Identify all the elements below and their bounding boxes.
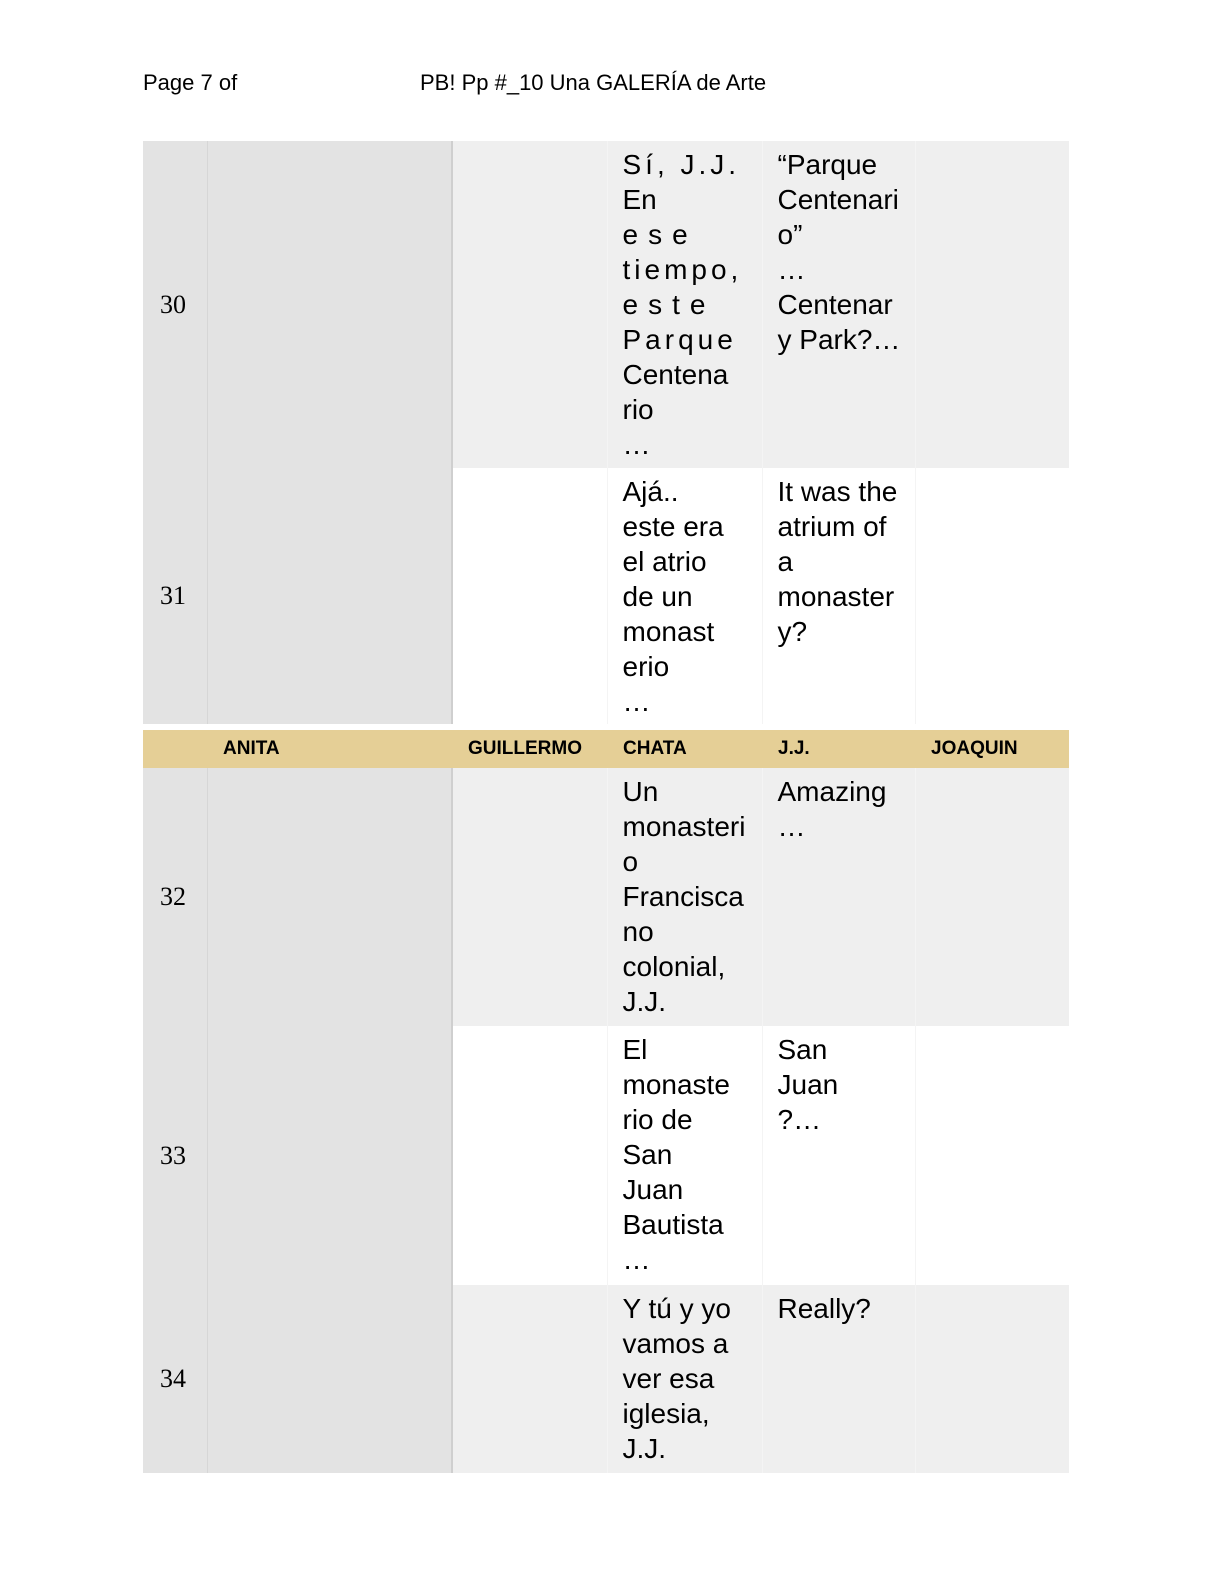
document-title: PB! Pp #_10 Una GALERÍA de Arte	[420, 70, 767, 95]
table-row	[143, 768, 1069, 1026]
role-header-jj: J.J.	[762, 727, 915, 768]
joaquin-cell	[915, 468, 1069, 727]
chata-cell	[607, 768, 762, 1026]
chata-line: monasteri	[622, 811, 746, 842]
chata-line: El	[622, 1034, 648, 1065]
page-number: Page 7 of	[143, 70, 238, 95]
chata-line: ver esa	[622, 1363, 715, 1394]
page-header	[143, 70, 1069, 102]
joaquin-cell	[915, 1026, 1069, 1285]
table-row	[143, 468, 1069, 727]
chata-line: …	[622, 686, 651, 717]
jj-line: Really?	[777, 1293, 871, 1324]
chata-line: J.J.	[622, 986, 667, 1017]
chata-line: vamos a	[622, 1328, 729, 1359]
jj-line: “Parque	[777, 149, 878, 180]
line-number: 33	[143, 1026, 207, 1285]
role-header-guillermo: GUILLERMO	[452, 727, 607, 768]
jj-line: Juan	[777, 1069, 839, 1100]
chata-line: iglesia,	[622, 1398, 710, 1429]
chata-line: Juan	[622, 1174, 684, 1205]
line-number: 30	[143, 141, 207, 468]
chata-line: erio	[622, 651, 670, 682]
chata-line: rio de	[622, 1104, 693, 1135]
chata-line: rio	[622, 394, 654, 425]
guillermo-cell	[452, 768, 607, 1026]
chata-line: de un	[622, 581, 693, 612]
joaquin-cell	[915, 768, 1069, 1026]
chata-line: Sí, J.J.	[622, 149, 741, 180]
jj-line: ?…	[777, 1104, 822, 1135]
script-table	[143, 141, 1069, 1473]
jj-cell	[762, 468, 915, 727]
table-row	[143, 1285, 1069, 1473]
chata-line: J.J.	[622, 1433, 667, 1464]
jj-line: San	[777, 1034, 828, 1065]
jj-line: …	[777, 811, 806, 842]
jj-cell	[762, 768, 915, 1026]
chata-line: Bautista	[622, 1209, 724, 1240]
jj-cell	[762, 1285, 915, 1473]
jj-line: Centenari	[777, 184, 899, 215]
chata-line: Francisca	[622, 881, 744, 912]
table-row	[143, 1026, 1069, 1285]
jj-line: Amazing	[777, 776, 887, 807]
guillermo-cell	[452, 468, 607, 727]
role-header-row	[143, 727, 1069, 768]
chata-line: En	[622, 184, 657, 215]
guillermo-cell	[452, 1026, 607, 1285]
chata-line: …	[622, 1244, 651, 1275]
chata-line: tiempo,	[622, 254, 743, 285]
chata-line: no	[622, 916, 654, 947]
jj-line: y Park?…	[777, 324, 901, 355]
chata-line: este	[622, 289, 716, 320]
jj-cell	[762, 1026, 915, 1285]
chata-cell	[607, 1026, 762, 1285]
chata-line: Y tú y yo	[622, 1293, 731, 1324]
joaquin-cell	[915, 1285, 1069, 1473]
anita-cell	[207, 141, 452, 468]
line-number: 34	[143, 1285, 207, 1473]
role-header-joaquin: JOAQUIN	[915, 727, 1069, 768]
jj-cell	[762, 141, 915, 468]
jj-line: Centenar	[777, 289, 893, 320]
jj-line: …	[777, 254, 806, 285]
chata-line: Ajá..	[622, 476, 679, 507]
jj-line: monaster	[777, 581, 895, 612]
table-row	[143, 141, 1069, 468]
chata-line: …	[622, 429, 651, 460]
joaquin-cell	[915, 141, 1069, 468]
jj-line: y?	[777, 616, 808, 647]
jj-line: a	[777, 546, 794, 577]
role-header-blank	[143, 727, 207, 768]
line-number: 31	[143, 468, 207, 727]
chata-line: colonial,	[622, 951, 726, 982]
role-header-anita: ANITA	[207, 727, 452, 768]
chata-line: ese	[622, 219, 698, 250]
anita-cell	[207, 1026, 452, 1285]
chata-line: este era	[622, 511, 724, 542]
jj-line: It was the	[777, 476, 898, 507]
guillermo-cell	[452, 1285, 607, 1473]
chata-line: Parque	[622, 324, 737, 355]
chata-line: monaste	[622, 1069, 730, 1100]
jj-line: atrium of	[777, 511, 887, 542]
chata-line: San	[622, 1139, 673, 1170]
chata-line: o	[622, 846, 639, 877]
chata-cell	[607, 1285, 762, 1473]
role-header-chata: CHATA	[607, 727, 762, 768]
chata-cell	[607, 141, 762, 468]
jj-line: o”	[777, 219, 803, 250]
chata-line: el atrio	[622, 546, 707, 577]
chata-line: Centena	[622, 359, 729, 390]
chata-line: Un	[622, 776, 659, 807]
anita-cell	[207, 1285, 452, 1473]
chata-cell	[607, 468, 762, 727]
anita-cell	[207, 468, 452, 727]
chata-line: monast	[622, 616, 715, 647]
anita-cell	[207, 768, 452, 1026]
line-number: 32	[143, 768, 207, 1026]
guillermo-cell	[452, 141, 607, 468]
